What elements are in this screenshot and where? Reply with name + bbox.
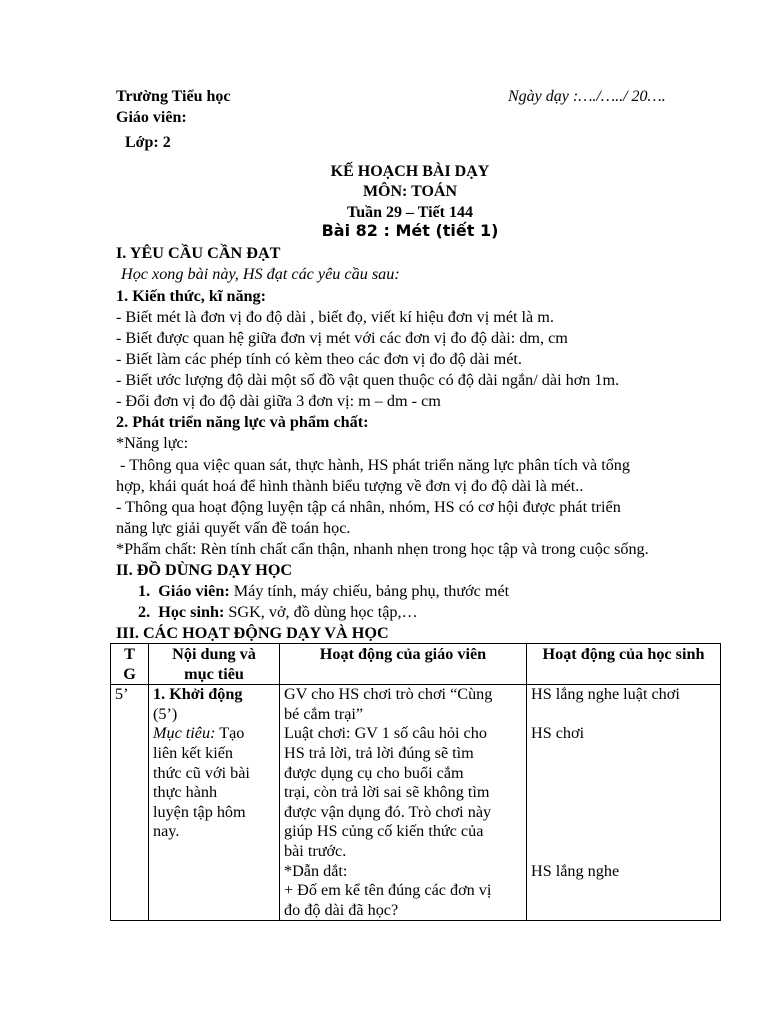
- materials-label: Giáo viên:: [158, 582, 230, 600]
- class-label: Lớp: 2: [125, 134, 171, 151]
- school-name: Trường Tiểu học: [116, 88, 231, 105]
- cell-content: 1. Khởi động (5’) Mục tiêu: Tạo liên kết kiến thức cũ với bài thực hành luyện tập hôm nay.: [149, 685, 280, 921]
- section1-intro: Học xong bài này, HS đạt các yêu cầu sau:: [121, 265, 400, 283]
- objective-item: - Đổi đơn vị đo độ dài giữa 3 đơn vị: m – dm - cm: [116, 392, 441, 410]
- materials-label: Học sinh:: [158, 603, 225, 621]
- cell-teacher-activity: GV cho HS chơi trò chơi “Cùng bé cắm trại” Luật chơi: GV 1 số câu hỏi cho HS trả lời, trả lời đúng sẽ tìm được dụng cụ cho buổi cắm trại, còn trả lời sai sẽ không tìm được vận dụng đó. Trò chơi này giúp HS củng cố kiến thức của bài trước. *Dẫn dắt: + Đố em kể tên đúng các đơn vị đo độ dài đã học?: [280, 685, 527, 921]
- lesson-title: Bài 82 : Mét (tiết 1): [321, 221, 499, 240]
- section1-sub2: 2. Phát triển năng lực và phẩm chất:: [116, 413, 369, 431]
- objective-item: - Biết làm các phép tính có kèm theo các đơn vị đo độ dài mét.: [116, 350, 522, 368]
- objective-item: - Biết ước lượng độ dài một số đồ vật quen thuộc có độ dài ngắn/ dài hơn 1m.: [116, 371, 620, 389]
- cell-student-activity: HS lắng nghe luật chơi HS chơi HS lắng nghe: [527, 685, 721, 921]
- materials-teacher: [138, 581, 758, 601]
- list-number: 2.: [138, 603, 151, 621]
- header-content: Nội dung và mục tiêu: [149, 644, 280, 685]
- header-student-activity: Hoạt động của học sinh: [527, 644, 721, 685]
- competency-line: năng lực giải quyết vấn đề toán học.: [116, 519, 351, 537]
- section1-sub1: 1. Kiến thức, kĩ năng:: [116, 287, 267, 305]
- quality-line: *Phẩm chất: Rèn tính chất cẩn thận, nhanh nhẹn trong học tập và trong cuộc sống.: [116, 540, 649, 558]
- list-number: 1.: [138, 582, 151, 600]
- header-teacher-activity: Hoạt động của giáo viên: [280, 644, 527, 685]
- activities-table: [110, 643, 721, 921]
- competency-line: - Thông qua việc quan sát, thực hành, HS phát triển năng lực phân tích và tổng: [116, 456, 630, 474]
- objective-item: - Biết mét là đơn vị đo độ dài , biết đọ, viết kí hiệu đơn vị mét là m.: [116, 308, 554, 326]
- competency-line: - Thông qua hoạt động luyện tập cá nhân, nhóm, HS có cơ hội được phát triển: [116, 498, 621, 516]
- subject-title: MÔN: TOÁN: [362, 183, 458, 200]
- table-row: [111, 685, 721, 921]
- week-lesson: Tuần 29 – Tiết 144: [347, 204, 473, 221]
- competency-line: hợp, khái quát hoá để hình thành biểu tượng về đơn vị đo độ dài là mét..: [116, 477, 584, 495]
- cell-time: 5’: [111, 685, 149, 921]
- header-time: T G: [111, 644, 149, 685]
- section1-heading: I. YÊU CẦU CẦN ĐẠT: [116, 244, 281, 262]
- materials-student: [138, 602, 758, 622]
- objective-item: - Biết được quan hệ giữa đơn vị mét với các đơn vị đo độ dài: dm, cm: [116, 329, 568, 347]
- plan-title: KẾ HOẠCH BÀI DẠY: [330, 163, 490, 180]
- section2-heading: II. ĐỒ DÙNG DẠY HỌC: [116, 561, 293, 579]
- teaching-date: Ngày dạy :…./…../ 20….: [508, 88, 666, 105]
- teacher-label: Giáo viên:: [116, 109, 187, 126]
- materials-text: SGK, vở, đồ dùng học tập,…: [224, 603, 418, 621]
- competency-label: *Năng lực:: [116, 434, 189, 452]
- section3-heading: III. CÁC HOẠT ĐỘNG DẠY VÀ HỌC: [116, 624, 389, 642]
- table-header-row: [111, 644, 721, 685]
- materials-text: Máy tính, máy chiếu, bảng phụ, thước mét: [229, 582, 510, 600]
